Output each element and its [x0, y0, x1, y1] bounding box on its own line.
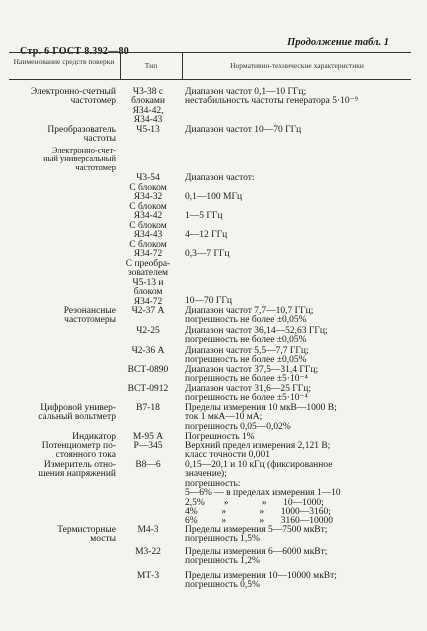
row-name: Преобразователь частоты	[47, 125, 116, 145]
row-spec: Верхний предел измерения 2,121 В; класс точности 0,001	[185, 441, 331, 461]
row-spec: 0,1—100 МГц	[185, 192, 243, 202]
row-type: В8—6	[135, 460, 161, 470]
row-type: С блоком Я34-72	[129, 240, 167, 260]
column-header-spec: Нормативно-технические характеристики	[230, 61, 364, 70]
row-spec: Погрешность 1%	[185, 432, 255, 442]
row-spec: 4—12 ГГц	[185, 230, 228, 240]
table-continuation-label: Продолжение табл. 1	[287, 37, 389, 48]
page-header: Стр. 6 ГОСТ 8.392—80	[20, 46, 130, 57]
row-name: Резонансные частотомеры	[63, 306, 116, 326]
row-spec: Диапазон частот 0,1—10 ГГц; нестабильность частоты генератора 5·10⁻⁹	[185, 87, 359, 107]
column-header-type: Тип	[144, 61, 158, 70]
row-spec: 0,3—7 ГГц	[185, 249, 230, 259]
row-spec: Диапазон частот 7,7—10,7 ГГц; погрешность не более ±0,05%	[185, 306, 314, 326]
row-type: М3-22	[135, 547, 161, 557]
row-spec: 0,15—20,1 и 10 кГц (фиксированное значение); погрешность: 5—6% — в пределах измерения 1—10 2,5% » » 10—1000; 4% » » 1000—3160; 6% » » 3160—10000	[185, 460, 341, 527]
row-name: Индикатор	[72, 432, 116, 442]
row-type: ВСТ-0912	[127, 384, 169, 394]
table-header-rule	[9, 79, 411, 80]
row-spec: Диапазон частот 37,5—31,4 ГГц; погрешность не более ±5·10⁻⁴	[185, 365, 319, 385]
row-spec: Пределы измерения 5—7500 мкВт; погрешность 1,5%	[185, 525, 328, 545]
row-spec: Диапазон частот:	[185, 173, 255, 183]
row-type: С блоком Я34-42	[129, 202, 167, 222]
row-name: Потенциометр по- стоянного тока	[41, 441, 116, 461]
row-spec: Диапазон частот 10—70 ГГц	[185, 125, 302, 135]
row-type: М-95 А	[132, 432, 164, 442]
row-type: Ч2-25	[136, 326, 160, 336]
row-type: В7-18	[136, 403, 160, 413]
column-header-name: Наименование средств поверки	[13, 57, 115, 66]
row-type: Р—345	[133, 441, 163, 451]
row-type: ВСТ-0890	[127, 365, 169, 375]
row-name: Электронно-счетный частотомер	[30, 87, 116, 107]
row-type: С преобра- зователем Ч5-13 и блоком Я34-72	[125, 259, 171, 307]
row-spec: Диапазон частот 36,14—52,63 ГГц; погрешность не более ±0,05%	[185, 326, 328, 346]
row-spec: Пределы измерения 10 мкВ—1000 В; ток 1 мкА—10 мА; погрешность 0,05—0,02%	[185, 403, 337, 432]
row-type: МТ-3	[136, 571, 160, 581]
row-name: Измеритель отно- шения напряжений	[38, 460, 116, 480]
row-type: М4-3	[137, 525, 159, 535]
row-type: С блоком Я34-43	[129, 221, 167, 241]
row-spec: Пределы измерения 6—6000 мкВт; погрешность 1,2%	[185, 547, 328, 567]
row-type: Ч5-13	[136, 125, 160, 135]
row-name: Термисторные мосты	[57, 525, 116, 545]
row-type: Ч2-37 А	[131, 306, 165, 316]
row-type: Ч2-36 А	[131, 346, 165, 356]
row-type: Ч3-54	[136, 173, 160, 183]
row-spec: 1—5 ГГц	[185, 211, 223, 221]
row-spec: Пределы измерения 10—10000 мкВт; погрешность 0,5%	[185, 571, 337, 591]
row-name: Электронно-счет- ный универсальный частотомер	[43, 145, 116, 172]
row-spec: Диапазон частот 5,5—7,7 ГГц; погрешность не более ±0,05%	[185, 346, 309, 366]
table-top-rule	[9, 52, 411, 53]
row-type: С блоком Я34-32	[129, 183, 167, 203]
row-name: Цифровой универ- сальный вольтметр	[38, 403, 116, 423]
row-type: Ч3-38 с блоками Я34-42, Я34-43	[131, 87, 165, 126]
row-spec: Диапазон частот 31,6—25 ГГц; погрешность не более ±5·10⁻⁴	[185, 384, 311, 404]
row-spec: 10—70 ГГц	[185, 296, 232, 306]
